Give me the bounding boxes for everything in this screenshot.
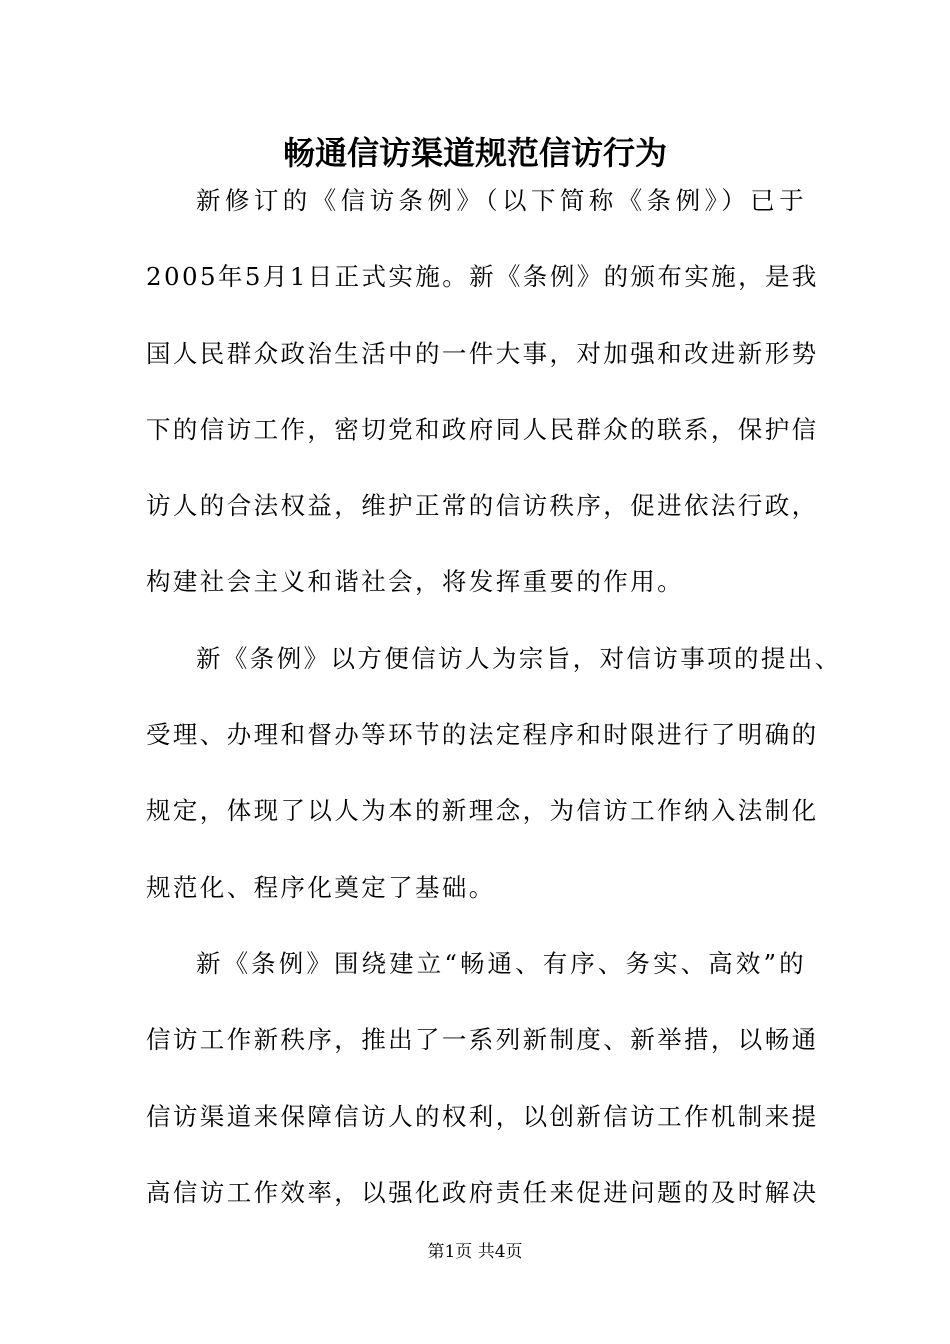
document-title: 畅通信访渠道规范信访行为	[282, 134, 667, 172]
paragraph-1-line-1: 新修订的《信访条例》（以下简称《条例》）已于	[196, 186, 806, 215]
document-body	[146, 176, 842, 1244]
paragraph-2-line-4: 规范化、程序化奠定了基础。	[146, 872, 496, 902]
paragraph-3-line-4: 高信访工作效率，以强化政府责任来促进问题的及时解决	[146, 1177, 819, 1207]
paragraph-2-line-1: 新《条例》以方便信访人为宗旨，对信访事项的提出、	[196, 643, 842, 673]
paragraph-3-line-3: 信访渠道来保障信访人的权利，以创新信访工作机制来提	[146, 1101, 819, 1131]
paragraph-1-line-6: 构建社会主义和谐社会，将发挥重要的作用。	[146, 567, 684, 597]
paragraph-1-line-2: 2005年5月1日正式实施。新《条例》的颁布实施，是我	[146, 262, 819, 292]
paragraph-1-line-5: 访人的合法权益，维护正常的信访秩序，促进依法行政，	[146, 491, 819, 521]
paragraph-3-line-2: 信访工作新秩序，推出了一系列新制度、新举措，以畅通	[146, 1025, 819, 1055]
paragraph-2-line-2: 受理、办理和督办等环节的法定程序和时限进行了明确的	[146, 720, 819, 750]
page-number-footer: 第1页 共4页	[427, 1242, 523, 1262]
paragraph-1-line-3: 国人民群众政治生活中的一件大事，对加强和改进新形势	[146, 338, 819, 368]
paragraph-2-line-3: 规定，体现了以人为本的新理念，为信访工作纳入法制化	[146, 796, 819, 826]
paragraph-1-line-4: 下的信访工作，密切党和政府同人民群众的联系，保护信	[146, 414, 819, 444]
paragraph-3-line-1: 新《条例》围绕建立“畅通、有序、务实、高效”的	[196, 948, 806, 978]
